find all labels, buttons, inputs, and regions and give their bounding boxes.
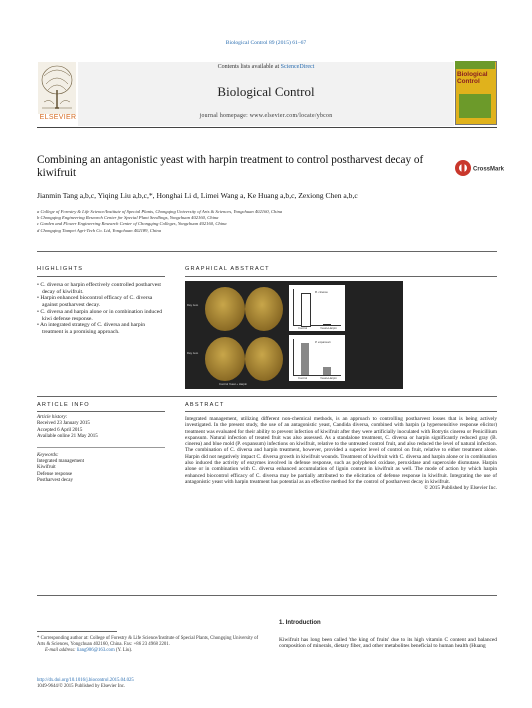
section-rule (37, 396, 497, 397)
affiliation-b: b Chongqing Engineering Research Center for Special Plant Seedlings, Yongchuan 402160, China (37, 215, 219, 221)
cover-stripe (455, 61, 495, 69)
bar-label: Yeast+Harpin (320, 326, 337, 330)
doi-link[interactable]: http://dx.doi.org/10.1016/j.biocontrol.2015.04.025 (37, 678, 134, 683)
kiwi-photo (205, 287, 245, 331)
abstract-rule (185, 411, 497, 412)
cover-image (459, 94, 491, 118)
affiliation-d: d Chongqing Tianpei Agri-Tech Co. Ltd, Yongchuan 402189, China (37, 227, 162, 233)
abstract-copyright: © 2015 Published by Elsevier Inc. (424, 485, 497, 492)
chart-axis (293, 339, 294, 375)
elsevier-tree-logo (38, 62, 76, 120)
keyword: Integrated management (37, 459, 85, 465)
cover-title: Biological Control (457, 71, 488, 85)
highlights-rule (37, 276, 165, 277)
contents-prefix: Contents lists available at (217, 64, 281, 70)
ga-row-label: Day zero (187, 303, 199, 307)
chart-axis (293, 289, 294, 325)
chart-title: P. expansum (315, 340, 331, 344)
author-list: Jianmin Tang a,b,c, Yiqing Liu a,b,c,*, Honghai Li d, Limei Wang a, Ke Huang a,b,c, Zexiong Chen a,b,c (37, 191, 358, 200)
accepted-date: Accepted 6 April 2015 (37, 427, 83, 433)
email-suffix: (Y. Liu). (114, 648, 133, 654)
footnote (37, 636, 267, 655)
history-label: Article history: (37, 415, 68, 420)
info-divider (37, 447, 165, 448)
affiliation-a: a College of Forestry & Life Science/Institute of Special Plants, Chongqing University of Arts & Sciences, Yongchuan 402160, China (37, 209, 283, 214)
bar-label: Control (298, 376, 308, 380)
email-line (37, 648, 267, 654)
abstract-heading: ABSTRACT (185, 402, 225, 408)
affiliations (37, 209, 497, 234)
affiliation-c: c Garden and Flower Engineering Research Center of Chongqing Colleges, Yongchuan 402160, China (37, 221, 227, 227)
chart-title: B. cinerea (315, 290, 328, 294)
kiwi-photo (245, 287, 283, 331)
journal-homepage[interactable]: journal homepage: www.elsevier.com/locate/ybcon (199, 113, 333, 119)
kiwi-photo (205, 337, 245, 381)
chart-bar (323, 324, 331, 325)
keyword: Postharvest decay (37, 478, 73, 484)
highlight-item: • C. diversa or harpin effectively controlled postharvest decay of kiwifruit. (37, 282, 161, 295)
chart-bar (301, 293, 311, 327)
email-link[interactable]: liang906@163.com (76, 648, 115, 654)
header-rule (37, 127, 497, 128)
corresponding-author: * Corresponding author at: College of Forestry & Life Science/Institute of Special Plants, Chongqing University of Arts & Sciences, Yongchuan 402160, China. Fax: +86 23 4968 2201. (37, 636, 259, 648)
kiwi-photo (245, 337, 283, 381)
crossmark-icon[interactable] (454, 158, 505, 178)
issn-line: 1049-9644/© 2015 Published by Elsevier Inc. (37, 684, 126, 690)
article-title: Combining an antagonistic yeast with harpin treatment to control postharvest decay of kiwifruit (37, 154, 424, 179)
email-label: E-mail address: (45, 648, 77, 654)
chart-bar (323, 367, 331, 375)
highlights-list (37, 282, 165, 336)
highlight-item: • C. diversa and harpin alone or in combination induced kiwi defense response. (37, 308, 162, 322)
graphical-abstract-figure (185, 281, 403, 389)
ga-chart (289, 285, 345, 331)
journal-name: Biological Control (217, 84, 315, 99)
doi-block (37, 678, 267, 690)
highlight-item: • Harpin enhanced biocontrol efficacy of C. diversa against postharvest decay. (37, 295, 153, 309)
graphical-abstract-heading: GRAPHICAL ABSTRACT (185, 266, 270, 272)
journal-citation: Biological Control 89 (2015) 61–67 (225, 40, 307, 46)
bar-label: Control (298, 326, 308, 330)
article-info-rule (37, 411, 165, 412)
crossmark-label: CrossMark (473, 166, 505, 173)
abstract-text: Integrated management, utilizing different non-chemical methods, is an approach to controlling postharvest losses that is being actively investigated. In the present study, the use of an antagonistic yeast, Candida diversa, combined with harpin (a hypersensitive response elicitor) treatment was evaluated for their ability to prevent infection of kiwifruit after they were artificially inoculated with Botrytis cinerea or Penicillium expansum. Natural infection of treated fruit was also assessed. As a standalone treatment, C. diversa or harpin significantly reduced gray (B. cinerea) and blue mold (P. expansum) infections on kiwifruit, relative to the untreated control fruit, and also reduced the level of natural infection. The combination of C. diversa and harpin treatment, however, provided a superior level of control on fruit, relative to either treatment alone. Harpin did not negatively impact C. diversa growth in kiwifruit wounds. Treatment of kiwifruit with C. diversa and harpin alone or in combination also induced the activity of enzymes involved in defense response, such as polyphenol oxidase, peroxidase and superoxide dismutase. Harpin alone or in combination with C. diversa enhanced accumulation of lignin content in kiwifruit as well. The mode of action by which harpin enhanced biocontrol efficacy of C. diversa may be partially attributed to the elicitation of defense response in kiwifruit. Integrating the use of antagonistic yeast with harpin treatment has potential as an effective method for the control of postharvest decay in kiwifruit. (185, 416, 497, 485)
introduction-text: Kiwifruit has long been called 'the king of fruits' due to its high vitamin C content and balanced composition of minerals, dietary fiber, and other metabolites beneficial to human health (Huang (279, 637, 497, 650)
keyword: Kiwifruit (37, 465, 56, 471)
keywords-label: Keywords: (37, 452, 59, 458)
article-info-heading: ARTICLE INFO (37, 402, 90, 408)
footnote-rule (37, 631, 117, 632)
abstract-body (185, 416, 497, 491)
online-date: Available online 21 May 2015 (37, 434, 98, 440)
affil-rule (37, 251, 497, 252)
introduction-heading: 1. Introduction (279, 620, 321, 626)
contents-line (78, 64, 454, 70)
highlights-heading: HIGHLIGHTS (37, 266, 84, 272)
abstract-end-rule (37, 595, 497, 596)
elsevier-wordmark: ELSEVIER (39, 114, 77, 121)
received-date: Received 23 January 2015 (37, 421, 90, 427)
graphical-abstract-rule (185, 276, 497, 277)
ga-bottom-label: Control Yeast + Harpin (219, 382, 248, 386)
article-info (37, 415, 165, 485)
sciencedirect-link[interactable]: ScienceDirect (280, 64, 315, 70)
keyword: Defense response (37, 471, 73, 477)
ga-row-label: Day zero (187, 351, 199, 355)
chart-bar (301, 343, 309, 375)
ga-chart (289, 335, 345, 381)
highlight-item: • An integrated strategy of C. diversa and harpin treatment is a promising approach. (37, 322, 146, 335)
bar-label: Yeast+Harpin (320, 376, 337, 380)
